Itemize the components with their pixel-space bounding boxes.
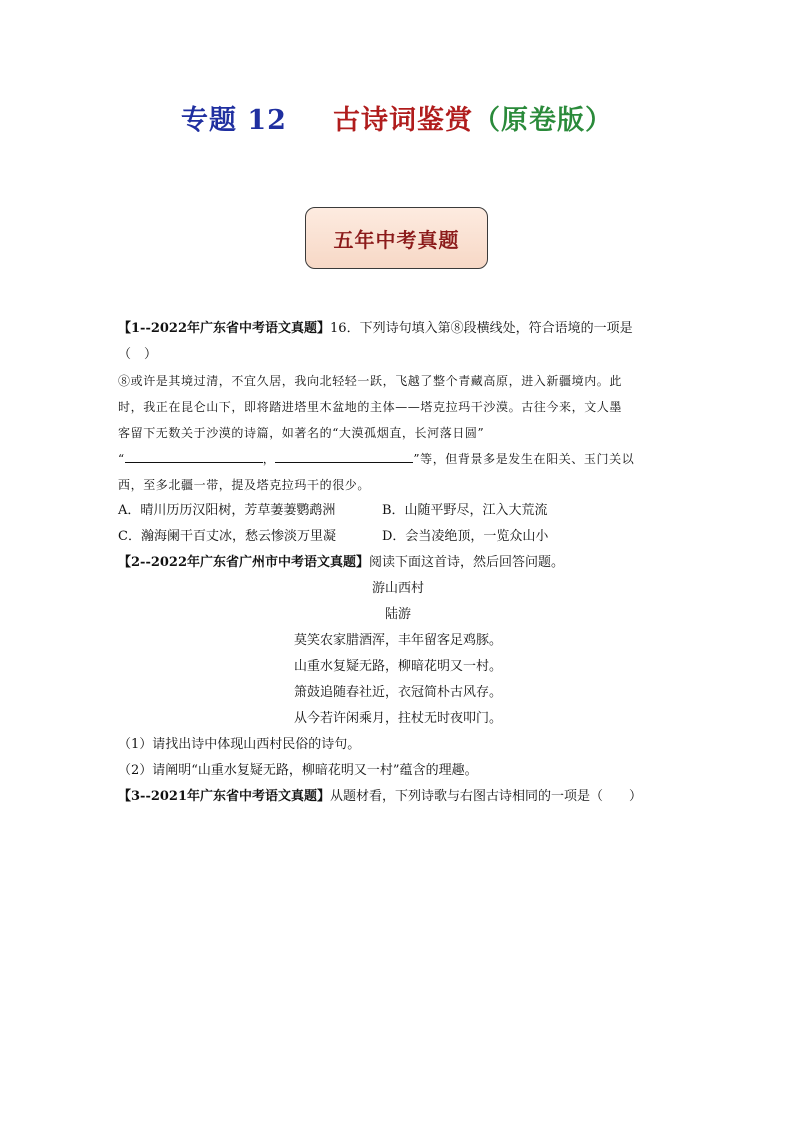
q1-passage-line: 客留下无数关于沙漠的诗篇，如著名的“大漠孤烟直，长河落日圆” [118,426,485,440]
poem-title: 游山西村 [371,581,424,596]
q2-sub1: （1）请找出诗中体现山西村民俗的诗句。 [118,737,361,752]
q1-header [118,316,678,342]
option-a[interactable]: A．晴川历历汉阳树，芳草萋萋鹦鹉洲 [118,503,336,518]
option-d[interactable]: D．会当凌绝顶，一览众山小 [382,529,549,544]
poem-line: 山重水复疑无路，柳暗花明又一村。 [293,659,502,674]
poem-line: 箫鼓追随春社近，衣冠简朴古风存。 [293,685,502,700]
option-c[interactable]: C．瀚海阑干百丈冰，愁云惨淡万里凝 [118,529,336,544]
q1-passage-line: “ ， ”等，但背景多是发生在阳关、玉门关以 [118,446,678,472]
page-title [0,98,794,137]
poem-line: 莫笑农家腊酒浑，丰年留客足鸡豚。 [293,633,502,648]
title-suffix: （原卷版） [472,105,613,136]
q2-source: 【2--2022年广东省广州市中考语文真题】 [118,555,370,570]
q2-header [118,550,678,576]
q3-source: 【3--2021年广东省中考语文真题】 [118,789,331,804]
title-main: 古诗词鉴赏 [332,105,473,136]
poem-author: 陆游 [384,607,411,622]
question-content [118,316,678,810]
q1-options-row [118,524,678,550]
q1-passage-line: ⑧或许是其境过清，不宜久居，我向北轻轻一跃，飞越了整个青藏高原，进入新疆境内。此 [118,374,623,388]
q2-sub2: （2）请阐明“山重水复疑无路，柳暗花明又一村”蕴含的理趣。 [118,763,478,778]
q1-passage-line: 西，至多北疆一带，提及塔克拉玛干的很少。 [118,478,371,492]
title-prefix: 专题 12 [181,105,287,136]
poem-line: 从今若许闲乘月，拄杖无时夜叩门。 [293,711,502,726]
q1-stem: 16．下列诗句填入第⑧段横线处，符合语境的一项是 [330,321,633,336]
q2-stem: 阅读下面这首诗，然后回答问题。 [369,555,565,570]
q1-source: 【1--2022年广东省中考语文真题】 [118,321,331,336]
fill-blank[interactable] [275,447,413,463]
q3-stem: 从题材看，下列诗歌与右图古诗相同的一项是（ ） [330,789,643,804]
q1-passage-line: 时，我正在昆仑山下，即将踏进塔里木盆地的主体——塔克拉玛干沙漠。古往今来，文人墨 [118,400,623,414]
q1-paren: （ ） [118,347,158,362]
option-b[interactable]: B．山随平野尽，江入大荒流 [382,503,548,518]
fill-blank[interactable] [125,447,263,463]
q1-options-row [118,498,678,524]
q3-header [118,784,678,810]
section-banner: 五年中考真题 [305,207,488,269]
